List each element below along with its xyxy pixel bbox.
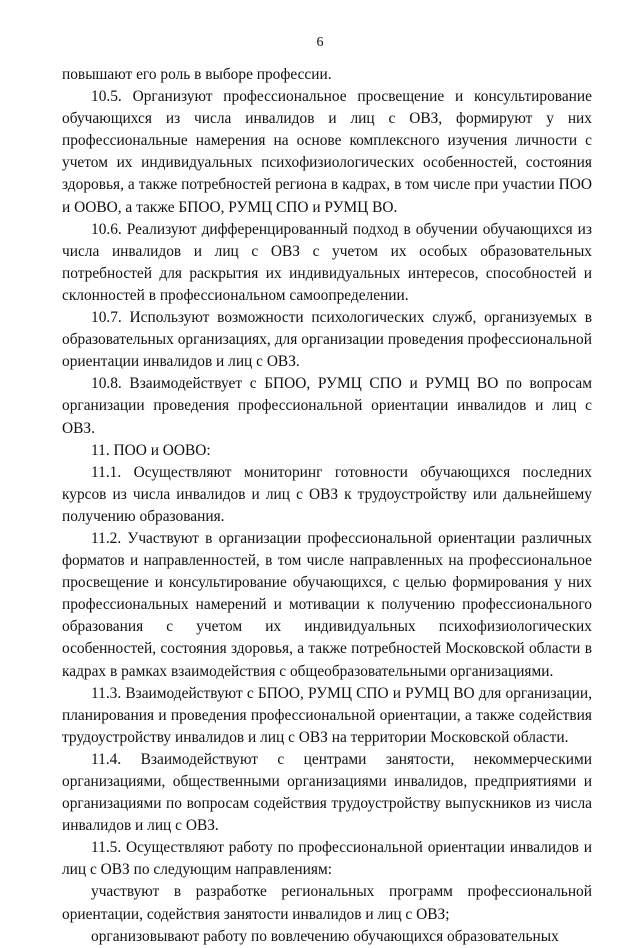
page-number: 6 [316, 35, 324, 50]
paragraph-10-6: 10.6. Реализуют дифференцированный подход в обучении обучающихся из числа инвалидов и лиц с ОВЗ с учетом их особых образовательных потребностей для раскрытия их индивидуальных интересов, способностей и склонностей в профессиональном самоопределении. [62, 220, 592, 304]
paragraph-10-8: 10.8. Взаимодействует с БПОО, РУМЦ СПО и РУМЦ ВО по вопросам организации проведения профессиональной ориентации инвалидов и лиц с ОВЗ. [62, 375, 592, 437]
document-body [62, 64, 592, 948]
paragraph-11-3: 11.3. Взаимодействуют с БПОО, РУМЦ СПО и РУМЦ ВО для организации, планирования и проведения профессиональной ориентации, а также содействия трудоустройству инвалидов и лиц с ОВЗ на территории Московской области. [62, 684, 592, 746]
paragraph-continuation: повышают его роль в выборе профессии. [62, 66, 332, 83]
paragraph-11-5: 11.5. Осуществляют работу по профессиональной ориентации инвалидов и лиц с ОВЗ по следующим направлениям: [62, 839, 592, 879]
paragraph-10-7: 10.7. Используют возможности психологических служб, организуемых в образовательных организациях, для организации проведения профессиональной ориентации инвалидов и лиц с ОВЗ. [62, 309, 592, 371]
paragraph-10-5: 10.5. Организуют профессиональное просвещение и консультирование обучающихся из числа инвалидов и лиц с ОВЗ, формируют у них профессиональные намерения на основе комплексного изучения личности с учетом их индивидуальных психофизиологических особенностей, состояния здоровья, а также потребностей региона в кадрах, в том числе при участии ПОО и ООВО, а также БПОО, РУМЦ СПО и РУМЦ ВО. [62, 88, 592, 216]
list-item-regional-programs: участвуют в разработке региональных программ профессиональной ориентации, содействия занятости инвалидов и лиц с ОВЗ; [62, 883, 592, 923]
paragraph-11-4: 11.4. Взаимодействуют с центрами занятости, некоммерческими организациями, общественными организациями инвалидов, предприятиями и организациями по вопросам содействия трудоустройству выпускников из числа инвалидов и лиц с ОВЗ. [62, 750, 592, 835]
list-item-engagement: организовывают работу по вовлечению обучающихся образовательных [91, 927, 559, 945]
paragraph-11-2: 11.2. Участвуют в организации профессиональной ориентации различных форматов и направленностей, в том числе направленных на профессиональное просвещение и консультирование обучающихся, с целью формирования у них профессиональных намерений и мотивации к получению профессионального образования с учетом их индивидуальных психофизиологических особенностей, состояния здоровья, а также потребностей Московской области в кадрах в рамках взаимодействия с общеобразовательными организациями. [62, 529, 592, 680]
section-heading-11: 11. ПОО и ООВО: [91, 441, 211, 459]
paragraph-11-1: 11.1. Осуществляют мониторинг готовности обучающихся последних курсов из числа инвалидов и лиц с ОВЗ к трудоустройству или дальнейшему получению образования. [62, 463, 592, 525]
